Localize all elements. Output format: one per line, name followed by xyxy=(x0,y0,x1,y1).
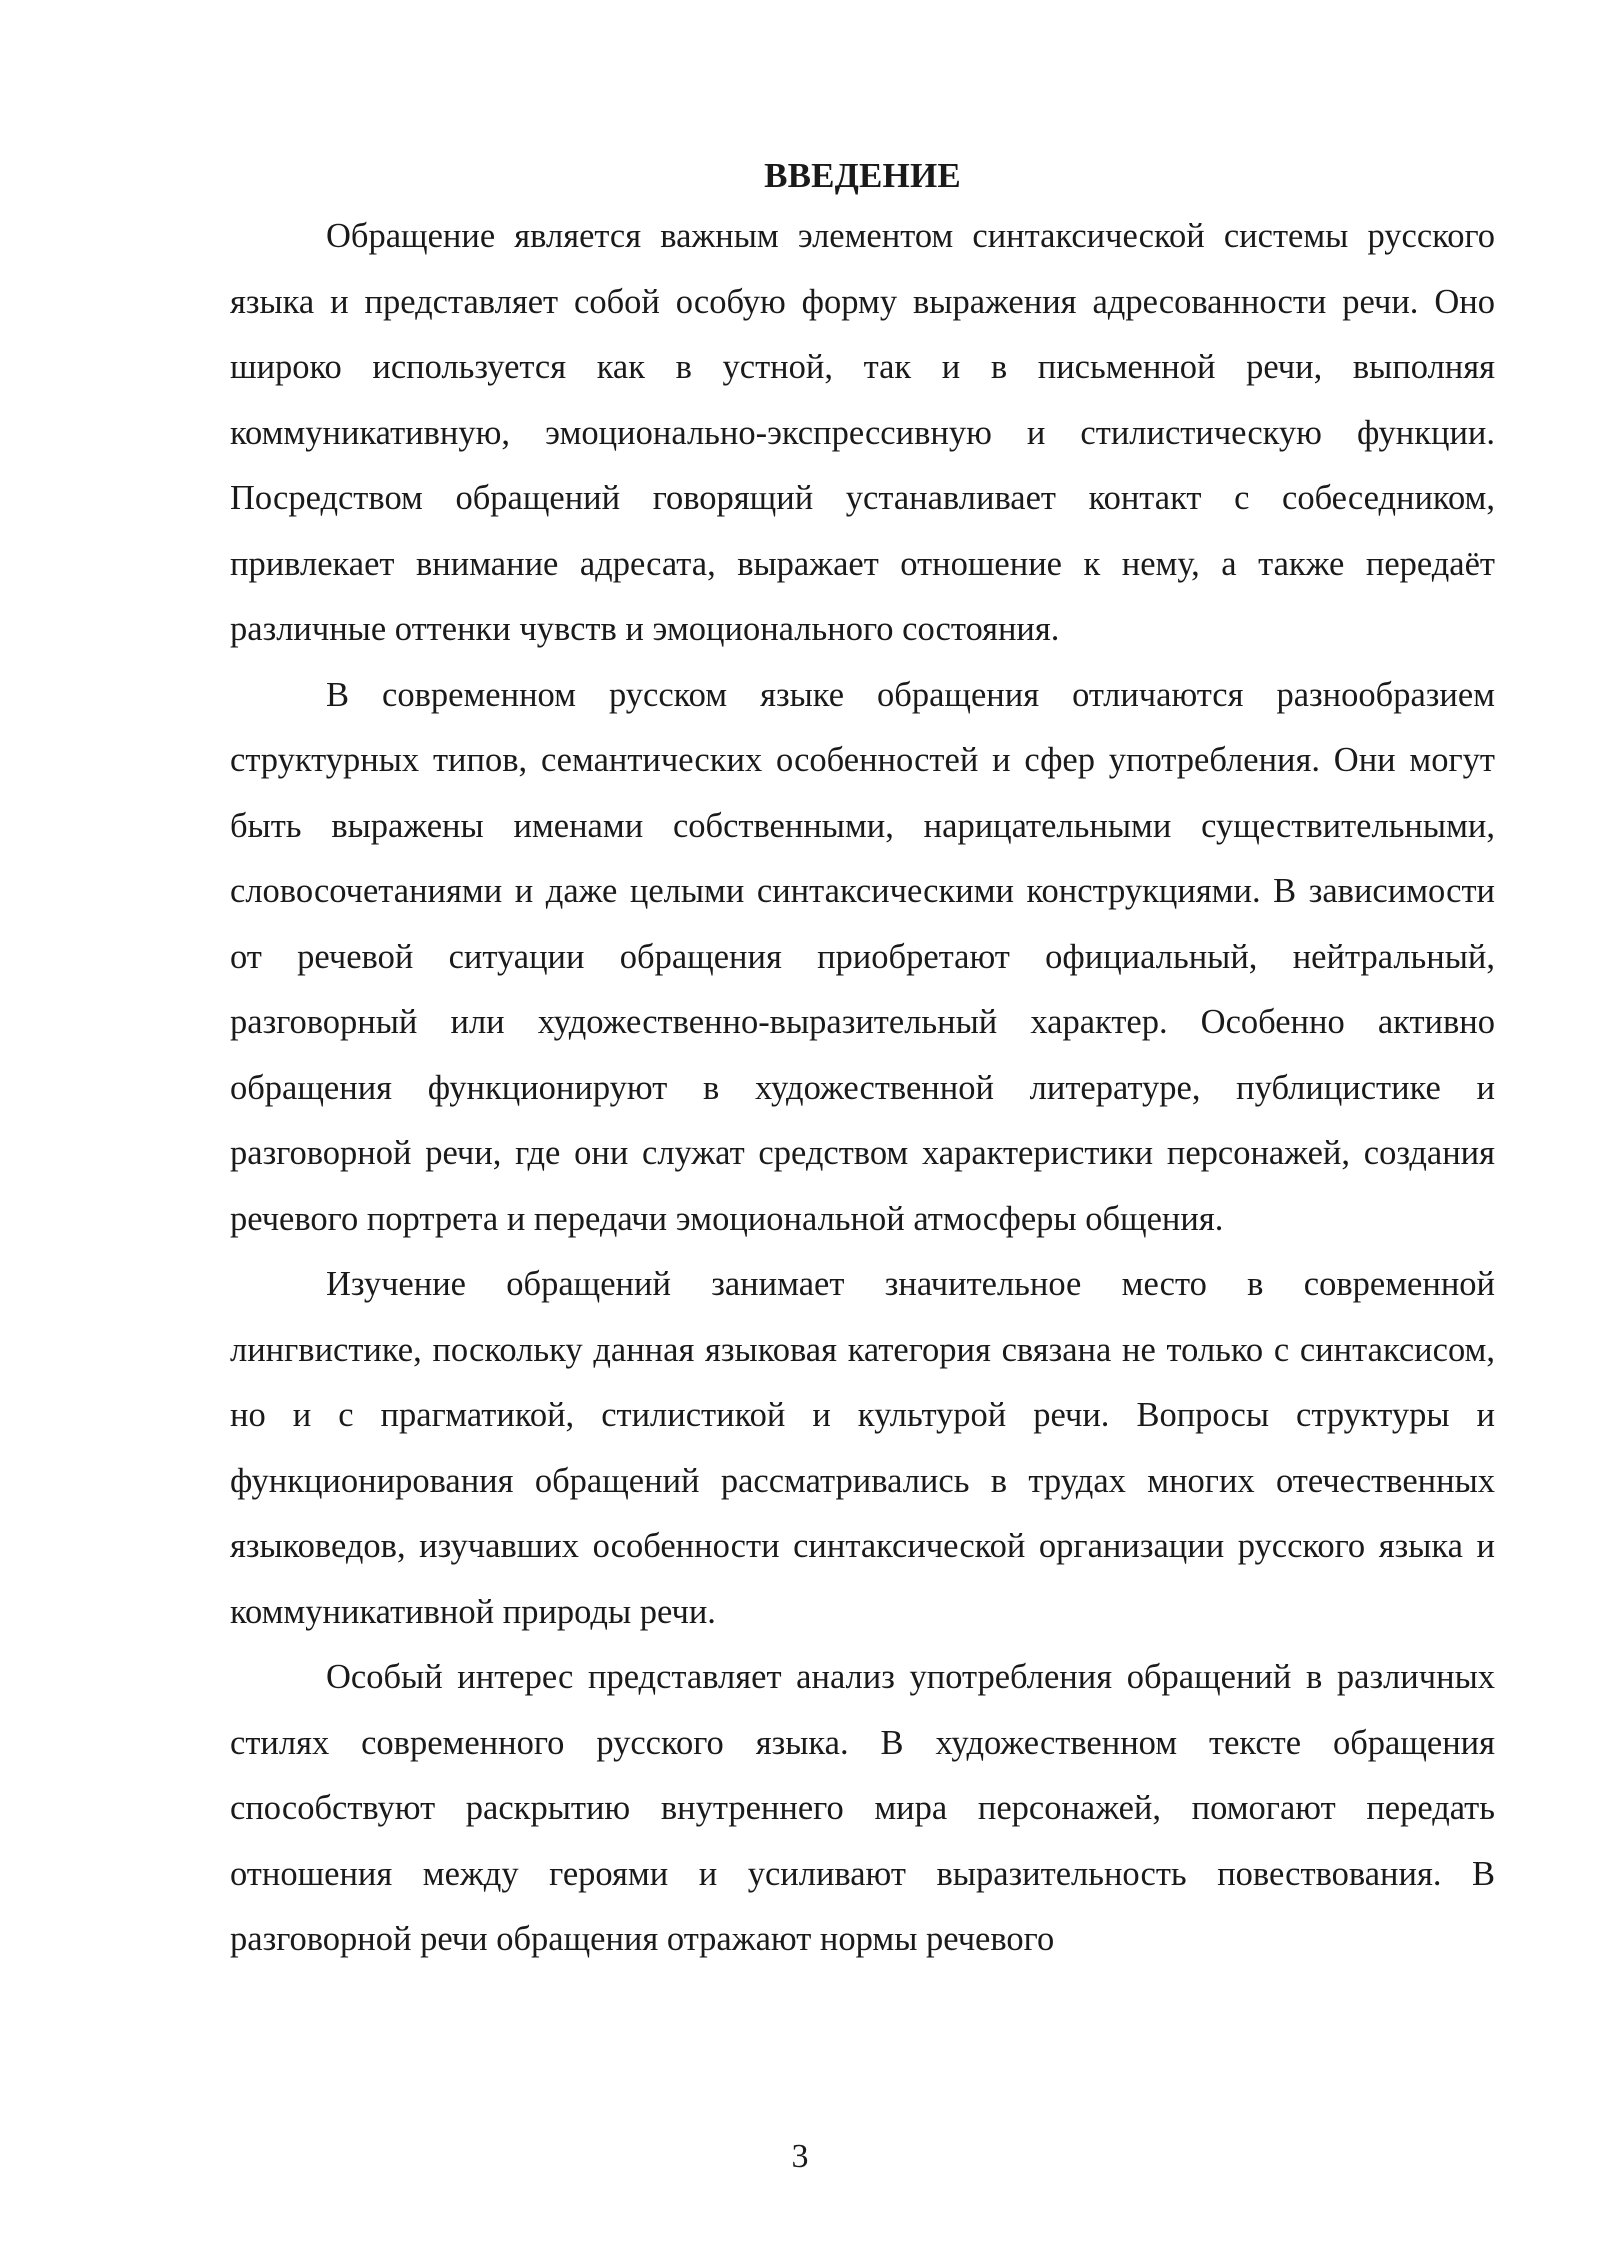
page-number: 3 xyxy=(791,2138,809,2175)
paragraph-4: Особый интерес представляет анализ употребления обращений в различных стилях современного русского языка. В художественном тексте обращения способствуют раскрытию внутреннего мира персонажей, помогают передать отношения между героями и усиливают выразительность повествования. В разговорной речи обращения отражают нормы речевого xyxy=(230,1658,1495,1958)
paragraph-3: Изучение обращений занимает значительное место в современной лингвистике, поскольку данная языковая категория связана не только с синтаксисом, но и с прагматикой, стилистикой и культурой речи. Вопросы структуры и функционирования обращений рассматривались в трудах многих отечественных языковедов, изучавших особенности синтаксической организации русского языка и коммуникативной природы речи. xyxy=(230,1265,1495,1631)
paragraph-1: Обращение является важным элементом синтаксической системы русского языка и представляет собой особую форму выражения адресованности речи. Оно широко используется как в устной, так и в письменной речи, выполняя коммуникативную, эмоционально-экспрессивную и стилистическую функции. Посредством обращений говорящий устанавливает контакт с собеседником, привлекает внимание адресата, выражает отношение к нему, а также передаёт различные оттенки чувств и эмоционального состояния. xyxy=(230,217,1495,648)
page-body xyxy=(230,148,1495,1973)
section-heading: ВВЕДЕНИЕ xyxy=(764,156,961,195)
paragraph-2: В современном русском языке обращения отличаются разнообразием структурных типов, семантических особенностей и сфер употребления. Они могут быть выражены именами собственными, нарицательными существительными, словосочетаниями и даже целыми синтаксическими конструкциями. В зависимости от речевой ситуации обращения приобретают официальный, нейтральный, разговорный или художественно-выразительный характер. Особенно активно обращения функционируют в художественной литературе, публицистике и разговорной речи, где они служат средством характеристики персонажей, создания речевого портрета и передачи эмоциональной атмосферы общения. xyxy=(230,675,1495,1238)
